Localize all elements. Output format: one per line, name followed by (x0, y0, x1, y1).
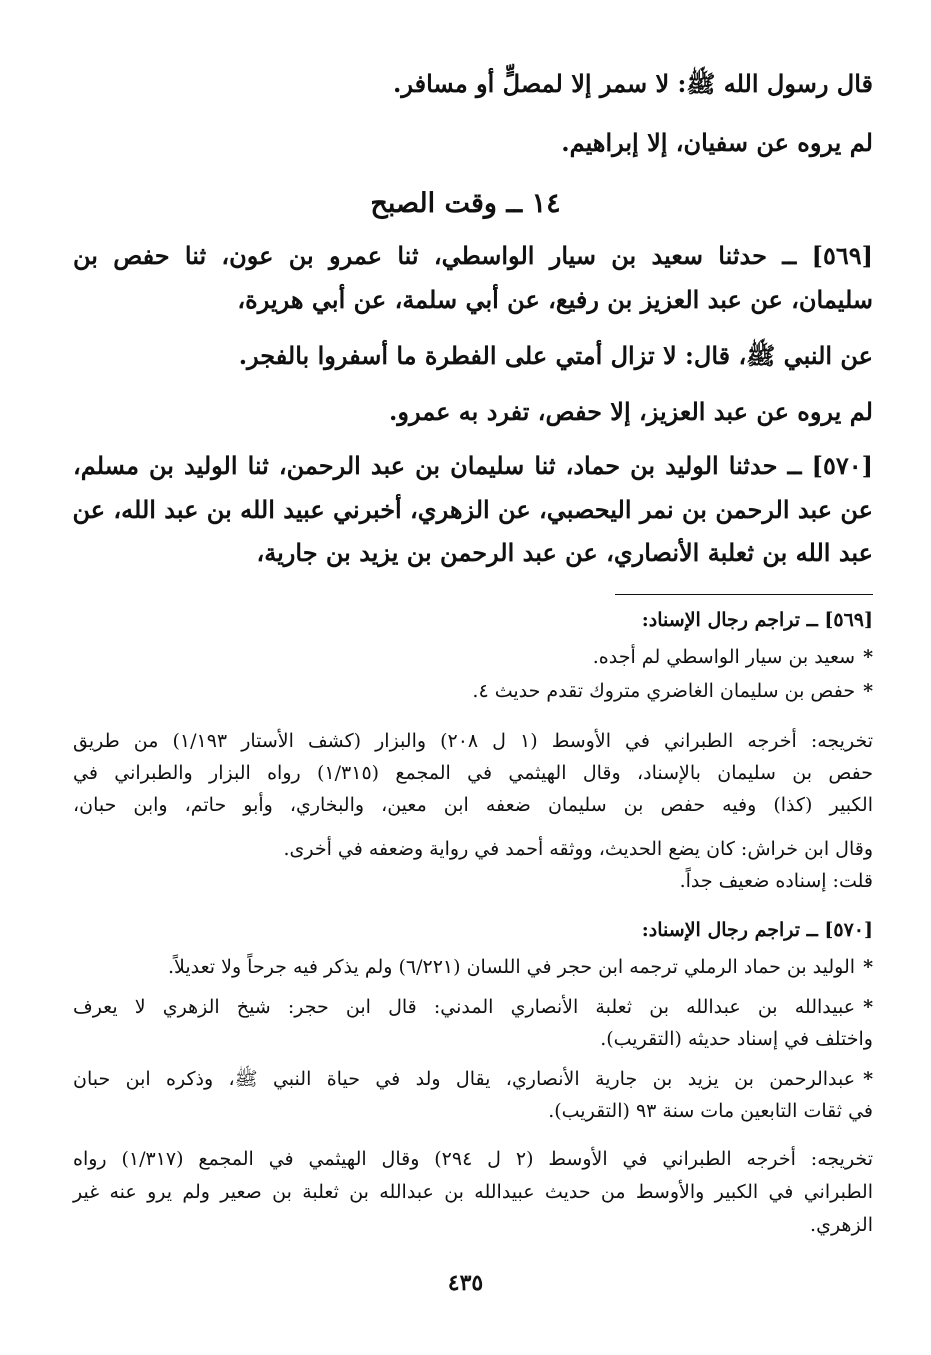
hadith-570-isnad-line: عن عبد الرحمن بن نمر اليحصبي، عن الزهري، أخبرني عبيد الله بن عبد الله، عن (72, 495, 873, 524)
footnote-569-title: [٥٦٩] ــ تراجم رجال الإسناد: (641, 609, 873, 631)
hadith-comment-line: لم يروه عن سفيان، إلا إبراهيم. (561, 128, 873, 157)
footnote-item-text: حفص بن سليمان الغاضري متروك تقدم حديث ٤. (472, 680, 856, 702)
footnote-569-takhrij-line: حفص بن سليمان بالإسناد، وقال الهيثمي في المجمع (١/٣١٥) رواه البزار والطبراني في (73, 762, 873, 784)
footnote-item-text: عبدالرحمن بن يزيد بن جارية الأنصاري، يقال ولد في حياة النبي ﷺ، وذكره ابن حبان (73, 1068, 856, 1090)
page-number: ٤٣٥ (447, 1270, 484, 1296)
footnote-list-item (73, 953, 873, 981)
footnote-separator (615, 594, 873, 595)
bullet-star-icon: * (863, 680, 873, 702)
bullet-star-icon: * (863, 646, 873, 668)
hadith-570-isnad-line: [٥٧٠] ــ حدثنا الوليد بن حماد، ثنا سليمان بن عبد الرحمن، ثنا الوليد بن مسلم، (73, 451, 873, 480)
footnote-item-text: سعيد بن سيار الواسطي لم أجده. (592, 646, 856, 668)
bullet-star-icon: * (863, 996, 873, 1018)
hadith-569-isnad-line: سليمان، عن عبد العزيز بن رفيع، عن أبي سلمة، عن أبي هريرة، (237, 285, 873, 314)
footnote-570-takhrij-line: الزهري. (810, 1214, 873, 1236)
footnote-569-takhrij-line: الكبير (كذا) وفيه حفص بن سليمان ضعفه ابن معين، والبخاري، وأبو حاتم، وابن حبان، (73, 794, 873, 816)
footnote-569-takhrij-line: قلت: إسناده ضعيف جداً. (679, 870, 873, 892)
bullet-star-icon: * (863, 1068, 873, 1090)
hadith-569-comment-line: لم يروه عن عبد العزيز، إلا حفص، تفرد به عمرو. (389, 397, 873, 426)
hadith-text-line: قال رسول الله ﷺ: لا سمر إلا لمصلٍّ أو مسافر. (393, 69, 873, 98)
footnote-569-takhrij-line: وقال ابن خراش: كان يضع الحديث، ووثقه أحمد في رواية وضعفه في أخرى. (283, 838, 873, 860)
section-heading: ١٤ ــ وقت الصبح (370, 188, 561, 219)
footnote-item-text: الوليد بن حماد الرملي ترجمه ابن حجر في اللسان (٦/٢٢١) ولم يذكر فيه جرحاً ولا تعديلاً. (167, 956, 856, 978)
footnote-570-takhrij-line: تخريجه: أخرجه الطبراني في الأوسط (٢ ل ٢٩٤) وقال الهيثمي في المجمع (١/٣١٧) رواه (73, 1148, 873, 1170)
footnote-item-continuation: في ثقات التابعين مات سنة ٩٣ (التقريب). (548, 1100, 873, 1122)
hadith-569-isnad-line: [٥٦٩] ــ حدثنا سعيد بن سيار الواسطي، ثنا عمرو بن عون، ثنا حفص بن (73, 241, 873, 270)
footnote-list-item (73, 1065, 873, 1093)
footnote-item-text: عبيدالله بن عبدالله بن ثعلبة الأنصاري المدني: قال ابن حجر: شيخ الزهري لا يعرف (73, 996, 856, 1018)
hadith-569-matn-line: عن النبي ﷺ، قال: لا تزال أمتي على الفطرة ما أسفروا بالفجر. (238, 341, 873, 370)
hadith-570-isnad-line: عبد الله بن ثعلبة الأنصاري، عن عبد الرحمن بن يزيد بن جارية، (256, 538, 873, 567)
footnote-list-item (73, 677, 873, 705)
footnote-570-title: [٥٧٠] ــ تراجم رجال الإسناد: (641, 919, 873, 941)
footnote-item-continuation: واختلف في إسناد حديثه (التقريب). (600, 1028, 873, 1050)
bullet-star-icon: * (863, 956, 873, 978)
footnote-list-item (73, 993, 873, 1021)
footnote-list-item (73, 643, 873, 671)
footnote-569-takhrij-line: تخريجه: أخرجه الطبراني في الأوسط (١ ل ٢٠٨) والبزار (كشف الأستار ١/١٩٣) من طريق (73, 730, 874, 752)
footnote-570-takhrij-line: الطبراني في الكبير والأوسط من حديث عبيدالله بن عبدالله بن ثعلبة بن صعير ولم يرو عنه غير (73, 1181, 873, 1203)
